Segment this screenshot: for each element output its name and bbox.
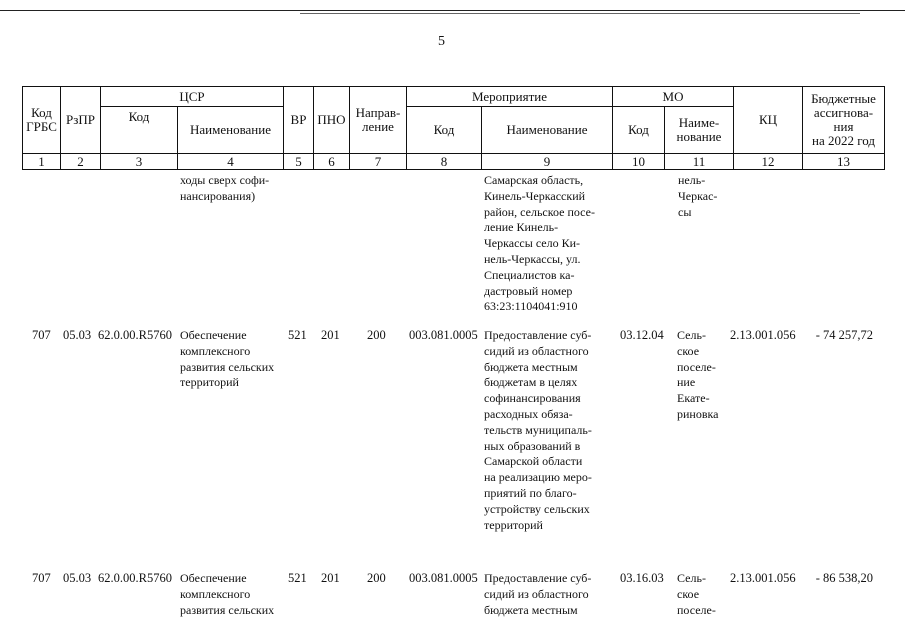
header-mer-kod: Код [406,106,481,153]
header-csr-name: Наименование [177,106,283,153]
header-mo-name: Наиме- нование [664,106,733,153]
col-number-6: 6 [313,153,349,170]
row-mo-kod: 03.16.03 [620,571,664,585]
continuation-mer-name: Самарская область, Кинель-Черкасский район, сельское посе- ление Кинель- Черкассы село Ки- нель-Черкассы, ул. Специалистов ка- дастровый номер 63:23:1104041:910 [484,173,595,314]
row-napr: 200 [367,328,386,342]
row-vr: 521 [288,571,307,585]
row-mo-name: Сель- ское поселе- [677,571,716,617]
row-grbs: 707 [32,571,51,585]
continuation-csr-name: ходы сверх софи- нансирования) [180,173,270,203]
header-mo-kod: Код [612,106,664,153]
row-mer-kod: 003.081.0005 [409,571,478,585]
row-amount: - 74 257,72 [815,328,873,342]
col-number-13: 13 [802,153,885,170]
header-csr-kod: Код [100,106,177,153]
row-pno: 201 [321,571,340,585]
header-napravlenie: Направ- ление [349,86,406,153]
row-csr-kod: 62.0.00.R5760 [98,328,172,342]
row-rzpr: 05.03 [63,328,92,342]
header-meropriyatie: Мероприятие [406,86,612,106]
header-kc: КЦ [733,86,802,153]
row-csr-name: Обеспечение комплексного развития сельских [180,571,275,617]
col-number-2: 2 [60,153,100,170]
page-top-rule-secondary [300,13,860,14]
header-budget: Бюджетные ассигнова- ния на 2022 год [802,86,885,153]
row-mo-kod: 03.12.04 [620,328,664,342]
row-rzpr: 05.03 [63,571,92,585]
row-amount: - 86 538,20 [815,571,873,585]
header-rzpr: РзПР [60,86,100,153]
col-number-4: 4 [177,153,283,170]
header-csr: ЦСР [100,86,283,106]
col-number-1: 1 [22,153,60,170]
row-mo-name: Сель- ское поселе- ние Екате- риновка [677,328,719,421]
row-csr-name: Обеспечение комплексного развития сельских территорий [180,328,275,390]
header-vr: ВР [283,86,313,153]
header-mo: МО [612,86,733,106]
col-number-10: 10 [612,153,664,170]
row-grbs: 707 [32,328,51,342]
row-napr: 200 [367,571,386,585]
row-mer-name: Предоставление суб- сидий из областного бюджета местным [484,571,592,617]
header-pno: ПНО [313,86,349,153]
header-kod-grbs: Код ГРБС [22,86,60,153]
col-number-3: 3 [100,153,177,170]
row-pno: 201 [321,328,340,342]
page-number: 5 [438,34,445,49]
row-kc: 2.13.001.056 [730,571,796,585]
col-number-12: 12 [733,153,802,170]
continuation-mo-name: нель- Черкас- сы [678,173,718,219]
col-number-5: 5 [283,153,313,170]
col-number-7: 7 [349,153,406,170]
row-mer-name: Предоставление суб- сидий из областного бюджета местным бюджетам в целях софинансирования расходных обяза- тельств муниципаль- ных образований в Самарской области на реализацию меро- приятий по благо- устройству сельских территорий [484,328,592,532]
header-mer-name: Наименование [481,106,612,153]
page-top-rule [0,10,905,11]
row-csr-kod: 62.0.00.R5760 [98,571,172,585]
row-mer-kod: 003.081.0005 [409,328,478,342]
col-number-9: 9 [481,153,612,170]
row-vr: 521 [288,328,307,342]
col-number-11: 11 [664,153,733,170]
col-number-8: 8 [406,153,481,170]
row-kc: 2.13.001.056 [730,328,796,342]
